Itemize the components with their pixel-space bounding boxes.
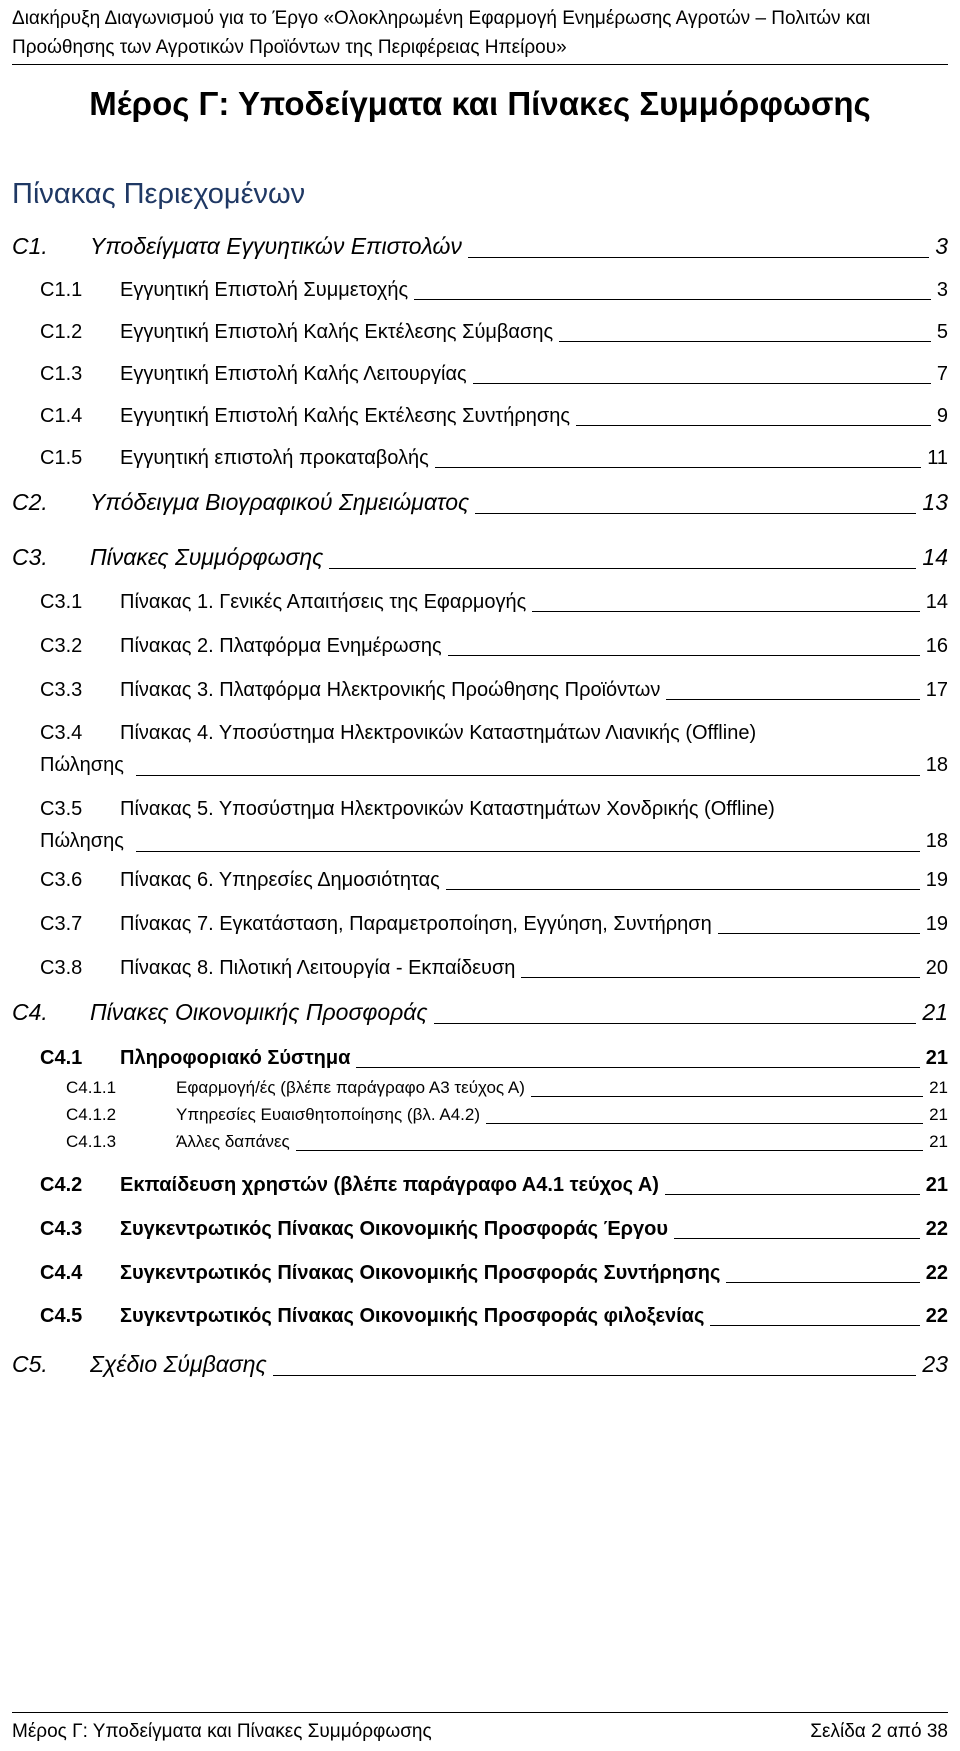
toc-page: 14	[925, 591, 948, 613]
toc-title: Εγγυητική επιστολή προκαταβολής	[120, 447, 429, 469]
toc-title: Εγγυητική Επιστολή Καλής Εκτέλεσης Σύμβασης	[120, 321, 554, 343]
toc-page: 21	[929, 1105, 948, 1124]
toc-leader	[414, 299, 931, 300]
toc-number: C1.	[12, 233, 48, 259]
toc-entry-c3[interactable]	[12, 541, 948, 573]
toc-page: 7	[936, 363, 948, 385]
toc-leader	[468, 257, 929, 258]
toc-leader	[446, 889, 920, 890]
toc-entry-c4-3[interactable]	[40, 1215, 948, 1243]
toc-title: Υπόδειγμα Βιογραφικού Σημειώματος	[90, 489, 470, 515]
toc-page: 13	[922, 489, 948, 515]
toc-entry-c3-3[interactable]	[40, 676, 948, 704]
toc-title: Συγκεντρωτικός Πίνακας Οικονομικής Προσφοράς Έργου	[120, 1218, 669, 1240]
toc-number: C3.5	[40, 798, 83, 820]
toc-entry-c4-1-1[interactable]	[66, 1076, 948, 1100]
toc-title: Εφαρμογή/ές (βλέπε παράγραφο Α3 τεύχος Α)	[176, 1078, 525, 1097]
toc-entry-c3-2[interactable]	[40, 632, 948, 660]
toc-page: 9	[936, 405, 948, 427]
toc-leader	[674, 1238, 920, 1239]
toc-page: 21	[925, 1174, 948, 1196]
toc-entry-c1[interactable]	[12, 230, 948, 262]
toc-leader	[475, 513, 916, 514]
toc-entry-c3-1[interactable]	[40, 588, 948, 616]
toc-page: 14	[922, 544, 948, 570]
toc-page: 16	[925, 635, 948, 657]
toc-number: C3.7	[40, 913, 83, 935]
toc-entry-c1-1[interactable]	[40, 276, 948, 304]
toc-number: C2.	[12, 489, 48, 515]
toc-title: Πίνακας 4. Υποσύστημα Ηλεκτρονικών Καταστημάτων Λιανικής (Offline)	[120, 722, 757, 744]
toc-entry-c3-5[interactable]	[40, 793, 948, 857]
toc-page: 19	[925, 913, 948, 935]
toc-leader	[356, 1067, 919, 1068]
toc-page: 22	[925, 1218, 948, 1240]
toc-page: 3	[936, 279, 948, 301]
toc-entry-c1-5[interactable]	[40, 444, 948, 472]
toc-number: C1.3	[40, 363, 83, 385]
toc-entry-c2[interactable]	[12, 486, 948, 518]
toc-number: C4.3	[40, 1218, 83, 1240]
toc-page: 22	[925, 1262, 948, 1284]
toc-leader	[532, 611, 920, 612]
toc-leader	[448, 655, 920, 656]
toc-leader	[559, 341, 931, 342]
toc-entry-c3-8[interactable]	[40, 954, 948, 982]
toc-leader	[710, 1325, 919, 1326]
toc-number: C3.8	[40, 957, 83, 979]
toc-number: C4.1.3	[66, 1132, 117, 1151]
toc-entry-c3-6[interactable]	[40, 866, 948, 894]
toc-page: 21	[929, 1132, 948, 1151]
toc-page: 18	[925, 830, 948, 852]
page-title: Μέρος Γ: Υποδείγματα και Πίνακες Συμμόρφωσης	[89, 85, 871, 122]
toc-number: C1.4	[40, 405, 83, 427]
toc-entry-c1-3[interactable]	[40, 360, 948, 388]
toc-entry-c3-4[interactable]	[40, 717, 948, 781]
running-footer-title: Μέρος Γ: Υποδείγματα και Πίνακες Συμμόρφωσης	[12, 1721, 432, 1742]
toc-number: C5.	[12, 1351, 48, 1377]
toc-number: C3.3	[40, 679, 83, 701]
toc-title-continued: Πώλησης	[40, 754, 124, 776]
toc-page: 21	[925, 1047, 948, 1069]
toc-entry-c4-5[interactable]	[40, 1302, 948, 1330]
toc-leader	[136, 851, 920, 852]
toc-title: Πίνακας 3. Πλατφόρμα Ηλεκτρονικής Προώθησης Προϊόντων	[120, 679, 661, 701]
toc-page: 11	[927, 447, 948, 469]
toc-page: 18	[925, 754, 948, 776]
toc-page: 19	[925, 869, 948, 891]
toc-leader	[435, 467, 921, 468]
toc-title: Υπηρεσίες Ευαισθητοποίησης (βλ. Α4.2)	[176, 1105, 480, 1124]
toc-entry-c1-2[interactable]	[40, 318, 948, 346]
toc-leader	[273, 1375, 917, 1376]
toc-leader	[486, 1123, 923, 1124]
toc-entry-c5[interactable]	[12, 1348, 948, 1380]
toc-leader	[718, 933, 920, 934]
toc-leader	[329, 568, 916, 569]
toc-page: 5	[936, 321, 948, 343]
toc-leader	[521, 977, 919, 978]
toc-number: C4.1.2	[66, 1105, 117, 1124]
toc-page: 17	[925, 679, 948, 701]
toc-number: C3.2	[40, 635, 83, 657]
toc-title: Εγγυητική Επιστολή Συμμετοχής	[120, 279, 409, 301]
toc-title: Συγκεντρωτικός Πίνακας Οικονομικής Προσφοράς Συντήρησης	[120, 1262, 721, 1284]
toc-number: C3.1	[40, 591, 83, 613]
toc-number: C3.6	[40, 869, 83, 891]
toc-title: Πίνακες Οικονομικής Προσφοράς	[90, 999, 428, 1025]
toc-title: Υποδείγματα Εγγυητικών Επιστολών	[90, 233, 462, 259]
toc-title: Πίνακας 7. Εγκατάσταση, Παραμετροποίηση, Εγγύηση, Συντήρηση	[120, 913, 712, 935]
toc-number: C4.1.1	[66, 1078, 117, 1097]
toc-entry-c4-1[interactable]	[40, 1044, 948, 1072]
toc-title: Συγκεντρωτικός Πίνακας Οικονομικής Προσφοράς φιλοξενίας	[120, 1305, 705, 1327]
page-number: Σελίδα 2 από 38	[810, 1721, 948, 1742]
toc-leader	[666, 699, 919, 700]
toc-number: C4.2	[40, 1174, 83, 1196]
toc-page: 20	[925, 957, 948, 979]
toc-entry-c4-2[interactable]	[40, 1171, 948, 1199]
toc-title: Εγγυητική Επιστολή Καλής Λειτουργίας	[120, 363, 467, 385]
toc-entry-c4-1-3[interactable]	[66, 1130, 948, 1154]
toc-leader	[473, 383, 931, 384]
toc-page: 3	[935, 233, 948, 259]
toc-title: Εγγυητική Επιστολή Καλής Εκτέλεσης Συντήρησης	[120, 405, 571, 427]
toc-entry-c1-4[interactable]	[40, 402, 948, 430]
toc-number: C4.1	[40, 1047, 83, 1069]
toc-entry-c4[interactable]	[12, 996, 948, 1028]
toc-entry-c3-7[interactable]	[40, 910, 948, 938]
toc-page: 21	[929, 1078, 948, 1097]
toc-leader	[576, 425, 931, 426]
toc-number: C4.	[12, 999, 48, 1025]
toc-title: Πληροφοριακό Σύστημα	[120, 1047, 351, 1069]
toc-entry-c4-1-2[interactable]	[66, 1103, 948, 1127]
toc-title: Πίνακας 6. Υπηρεσίες Δημοσιότητας	[120, 869, 440, 891]
toc-leader	[136, 775, 920, 776]
toc-leader	[726, 1282, 919, 1283]
toc-heading: Πίνακας Περιεχομένων	[12, 178, 306, 210]
toc-leader	[296, 1150, 923, 1151]
toc-number: C1.1	[40, 279, 83, 301]
toc-leader	[531, 1096, 923, 1097]
toc-title: Εκπαίδευση χρηστών (βλέπε παράγραφο Α4.1 τεύχος Α)	[120, 1174, 659, 1196]
toc-title: Άλλες δαπάνες	[176, 1132, 290, 1151]
toc-title-continued: Πώλησης	[40, 830, 124, 852]
toc-title: Πίνακας 2. Πλατφόρμα Ενημέρωσης	[120, 635, 442, 657]
toc-title: Πίνακας 8. Πιλοτική Λειτουργία - Εκπαίδευση	[120, 957, 516, 979]
running-header: Διακήρυξη Διαγωνισμού για το Έργο «Ολοκληρωμένη Εφαρμογή Ενημέρωσης Αγροτών – Πολιτών και Προώθησης των Αγροτικών Προϊόντων της Περιφέρειας Ηπείρου»	[12, 8, 871, 58]
toc-leader	[434, 1023, 917, 1024]
toc-page: 21	[922, 999, 948, 1025]
toc-leader	[665, 1194, 920, 1195]
toc-number: C4.4	[40, 1262, 83, 1284]
toc-number: C3.4	[40, 722, 83, 744]
toc-title: Πίνακας 1. Γενικές Απαιτήσεις της Εφαρμογής	[120, 591, 527, 613]
toc-page: 23	[922, 1351, 948, 1377]
toc-title: Πίνακας 5. Υποσύστημα Ηλεκτρονικών Καταστημάτων Χονδρικής (Offline)	[120, 798, 775, 820]
toc-entry-c4-4[interactable]	[40, 1259, 948, 1287]
toc-number: C1.2	[40, 321, 83, 343]
header-divider	[12, 64, 948, 65]
toc-title: Πίνακες Συμμόρφωσης	[90, 544, 324, 570]
footer-divider	[12, 1712, 948, 1713]
toc-page: 22	[925, 1305, 948, 1327]
toc-number: C4.5	[40, 1305, 83, 1327]
toc-title: Σχέδιο Σύμβασης	[90, 1351, 267, 1377]
toc-number: C1.5	[40, 447, 83, 469]
toc-number: C3.	[12, 544, 48, 570]
